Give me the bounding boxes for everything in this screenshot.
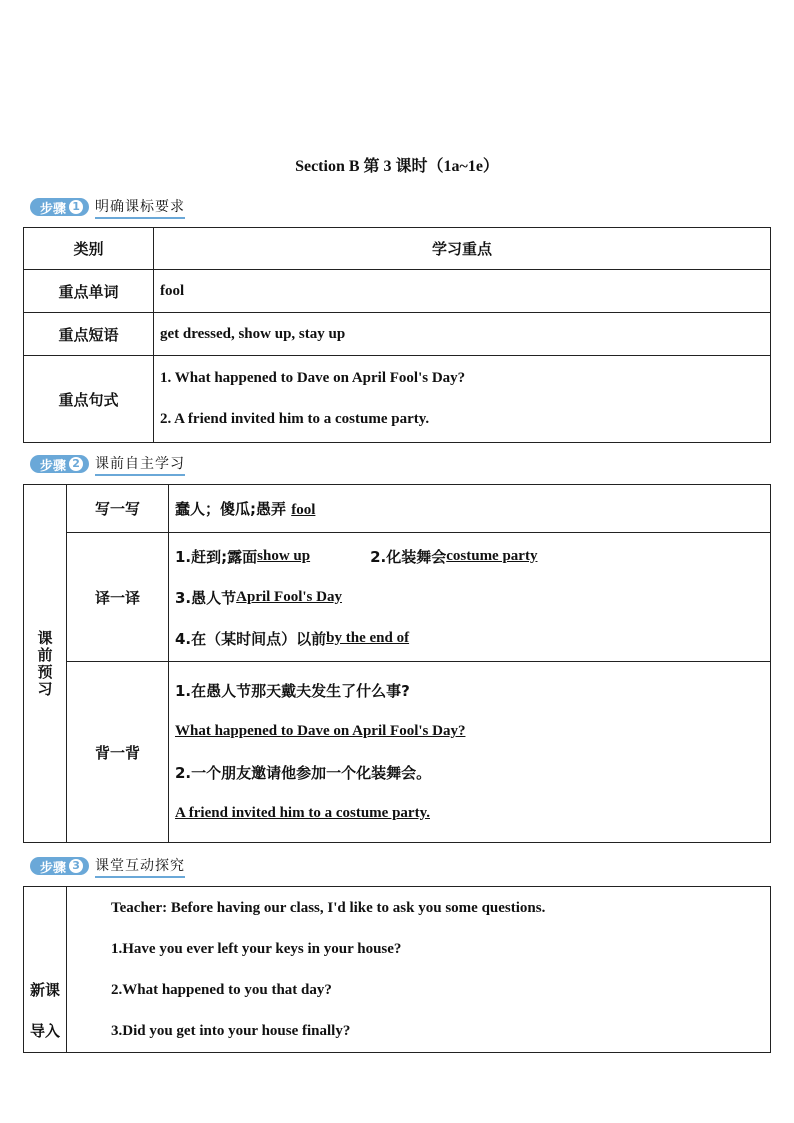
row-content-phrases: get dressed, show up, stay up (154, 313, 771, 356)
step-label: 明确课标要求 (95, 196, 185, 219)
question-3: 3.Did you get into your house finally? (111, 1022, 351, 1039)
sentence-2: 2. A friend invited him to a costume party. (160, 411, 430, 427)
question-1: 1.Have you ever left your keys in your house? (111, 940, 402, 957)
step-2-header (30, 454, 185, 474)
translate-label: 译一译 (67, 533, 169, 662)
recite-label: 背一背 (67, 662, 169, 843)
answer-april-fools-day: April Fool's Day (236, 588, 342, 605)
intro-content (67, 887, 771, 1053)
write-label: 写一写 (67, 485, 169, 533)
step-3-header (30, 856, 185, 876)
answer-costume-party: costume party (446, 547, 538, 564)
row-content-sentences (154, 356, 771, 443)
question-2: 2.What happened to you that day? (111, 981, 332, 998)
step-badge: 步骤 2 (30, 455, 89, 473)
intro-label: 新课 导入 (24, 887, 67, 1053)
row-label-sentences: 重点句式 (24, 356, 154, 443)
row-label-words: 重点单词 (24, 270, 154, 313)
intro-table (23, 886, 771, 1053)
answer-show-up: show up (257, 547, 311, 564)
sentence-1: 1. What happened to Dave on April Fool's Day? (160, 370, 466, 386)
teacher-line: Teacher: Before having our class, I'd like to ask you some questions. (111, 899, 546, 916)
row-label-phrases: 重点短语 (24, 313, 154, 356)
step-badge: 步骤 3 (30, 857, 89, 875)
recite-question-2: 2.一个朋友邀请他参加一个化装舞会。 (175, 764, 432, 782)
preview-section-label: 课前预习 (24, 485, 67, 843)
answer-fool: fool (291, 502, 316, 518)
recite-answer-2: A friend invited him to a costume party. (175, 805, 430, 821)
recite-content (169, 662, 771, 843)
step-label: 课堂互动探究 (95, 855, 185, 878)
row-content-words: fool (154, 270, 771, 313)
step-badge: 步骤 1 (30, 198, 89, 216)
header-category: 类别 (24, 228, 154, 270)
recite-question-1: 1.在愚人节那天戴夫发生了什么事? (175, 682, 410, 700)
write-content: 蠢人；傻瓜;愚弄 fool (169, 485, 771, 533)
header-focus: 学习重点 (154, 228, 771, 270)
page-title: Section B 第 3 课时（1a~1e） (295, 158, 499, 175)
step-1-header (30, 197, 185, 217)
step-label: 课前自主学习 (95, 453, 185, 476)
answer-by-the-end-of: by the end of (326, 629, 410, 646)
translate-content: 1.赶到;露面 show up 2.化装舞会 costume party 3.愚人节 April Fool's Day 4.在（某时间点）以前 by the end of (169, 533, 771, 662)
key-points-table (23, 227, 771, 443)
recite-answer-1: What happened to Dave on April Fool's Day? (175, 723, 466, 739)
preview-table (23, 484, 771, 843)
